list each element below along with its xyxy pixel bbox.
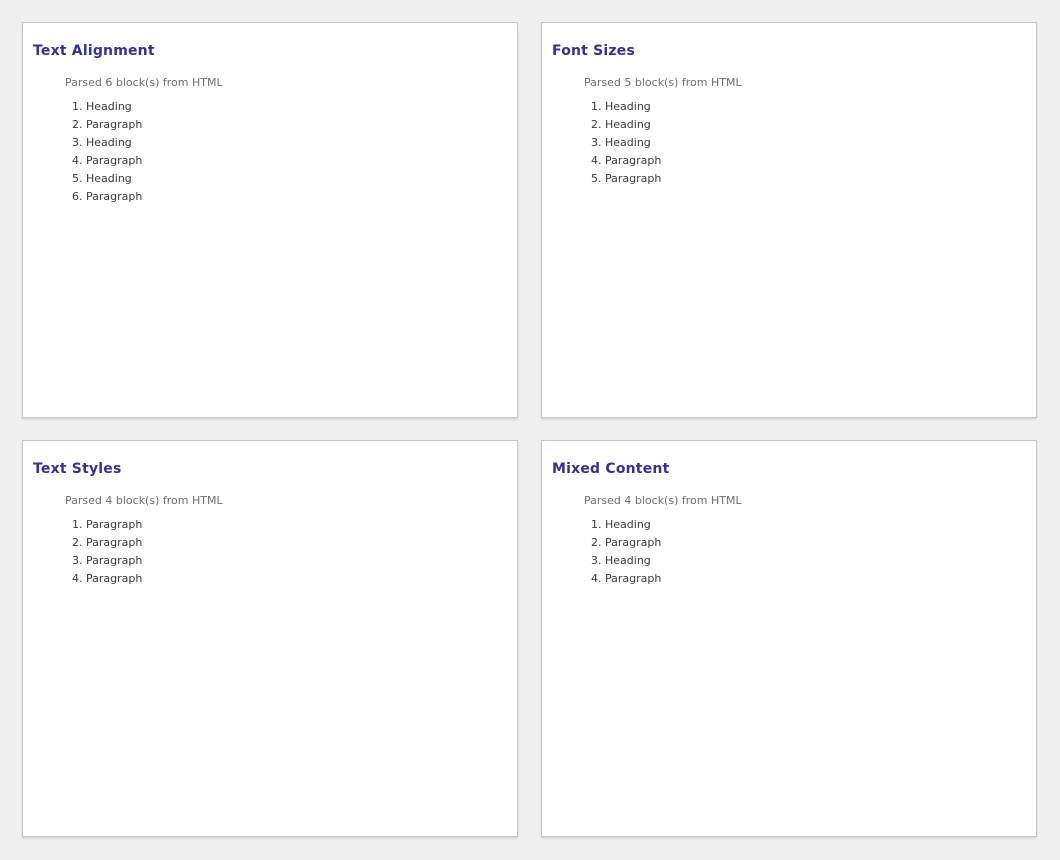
- parsed-blocks-summary: Parsed 4 block(s) from HTML: [65, 493, 223, 507]
- parsed-blocks-summary: Parsed 5 block(s) from HTML: [584, 75, 742, 89]
- panel-mixed-content: [541, 440, 1037, 837]
- parsed-block-item: 3. Heading: [605, 552, 1026, 570]
- parsed-blocks-summary: Parsed 4 block(s) from HTML: [584, 493, 742, 507]
- parsed-block-item: 2. Paragraph: [86, 534, 507, 552]
- panel-title: Font Sizes: [552, 42, 636, 59]
- parsed-blocks-summary: Parsed 6 block(s) from HTML: [65, 75, 223, 89]
- parsed-block-item: 6. Paragraph: [86, 188, 507, 206]
- parsed-block-item: 1. Heading: [605, 516, 1026, 534]
- parsed-block-item: 2. Paragraph: [605, 534, 1026, 552]
- parsed-block-item: 1. Paragraph: [86, 516, 507, 534]
- parsed-block-item: 3. Heading: [86, 134, 507, 152]
- panel-title: Text Styles: [33, 460, 122, 477]
- panel-text-styles: [22, 440, 518, 837]
- parsed-block-list: [33, 516, 507, 588]
- parsed-block-item: 5. Paragraph: [605, 170, 1026, 188]
- parsed-block-list: [552, 516, 1026, 588]
- panel-font-sizes: [541, 22, 1037, 418]
- parsed-block-item: 4. Paragraph: [86, 152, 507, 170]
- panel-grid: [22, 22, 1037, 837]
- panel-text-alignment: [22, 22, 518, 418]
- parsed-block-item: 3. Paragraph: [86, 552, 507, 570]
- parsed-block-item: 5. Heading: [86, 170, 507, 188]
- parsed-block-item: 4. Paragraph: [86, 570, 507, 588]
- parsed-block-list: [552, 98, 1026, 188]
- parsed-block-item: 2. Heading: [605, 116, 1026, 134]
- parsed-block-item: 4. Paragraph: [605, 570, 1026, 588]
- parsed-block-item: 2. Paragraph: [86, 116, 507, 134]
- panel-title: Mixed Content: [552, 460, 670, 477]
- parsed-block-item: 1. Heading: [86, 98, 507, 116]
- parsed-block-item: 3. Heading: [605, 134, 1026, 152]
- parsed-block-item: 4. Paragraph: [605, 152, 1026, 170]
- parsed-block-list: [33, 98, 507, 206]
- parsed-block-item: 1. Heading: [605, 98, 1026, 116]
- panel-title: Text Alignment: [33, 42, 155, 59]
